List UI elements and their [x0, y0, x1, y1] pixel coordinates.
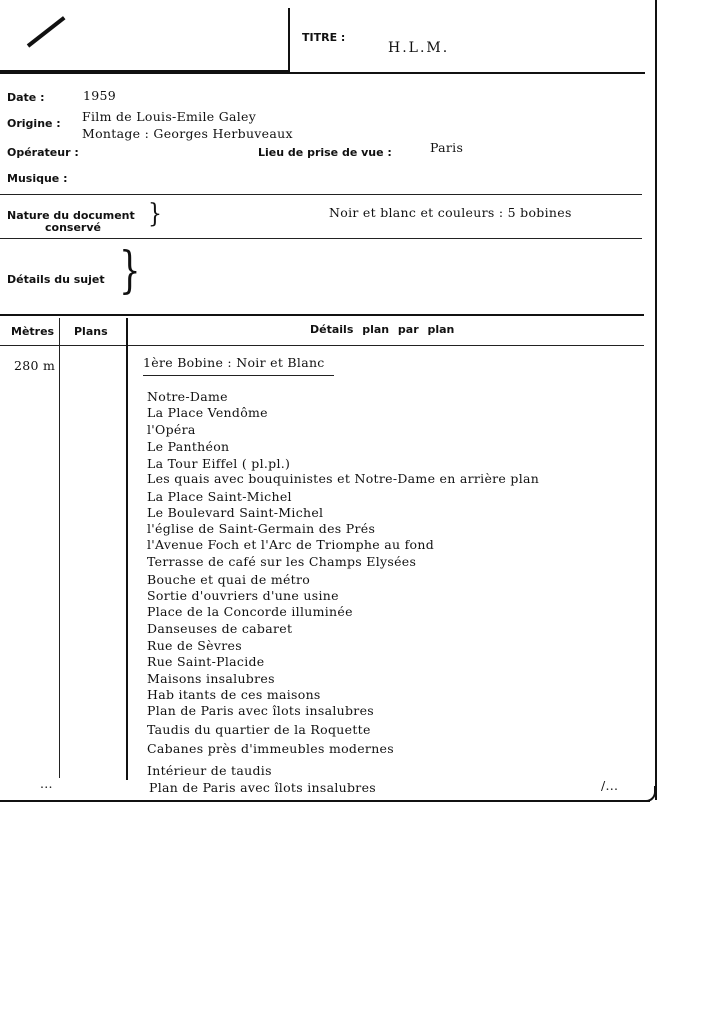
plan-item: l'Opéra: [147, 422, 196, 437]
col-metres-header: Mètres: [11, 325, 55, 338]
lieu-label: Lieu de prise de vue :: [258, 146, 392, 159]
title-box: [0, 8, 290, 72]
plan-item: La Tour Eiffel ( pl.pl.): [147, 456, 291, 471]
plan-item: l'Avenue Foch et l'Arc de Triomphe au fond: [147, 537, 434, 552]
table-header-rule: [0, 345, 644, 346]
bobine-heading: 1ère Bobine : Noir et Blanc: [143, 355, 325, 370]
lieu-value: Paris: [430, 140, 464, 155]
table-top-rule: [0, 314, 644, 316]
metres-value: 280 m: [14, 358, 56, 373]
card-bottom-border: [0, 800, 650, 802]
plan-item: Intérieur de taudis: [147, 763, 272, 778]
plan-item: Danseuses de cabaret: [147, 621, 293, 636]
plan-item: La Place Saint-Michel: [147, 489, 292, 504]
col-details-header: Détails plan par plan: [310, 323, 455, 336]
nature-label-2: conservé: [45, 221, 101, 234]
date-label: Date :: [7, 91, 45, 104]
sujet-brace: }: [119, 242, 141, 300]
header-rule: [0, 72, 645, 74]
plan-item: Bouche et quai de métro: [147, 572, 311, 587]
plan-item: Notre-Dame: [147, 389, 228, 404]
bobine-underline: [143, 375, 334, 376]
nature-label-1: Nature du document: [7, 209, 135, 222]
origine-label: Origine :: [7, 117, 61, 130]
rule-nature-bottom: [0, 238, 642, 239]
titre-value: H.L.M.: [388, 40, 450, 56]
nature-brace: }: [148, 199, 162, 230]
col-plans-header: Plans: [74, 325, 108, 338]
plan-item: Sortie d'ouvriers d'une usine: [147, 588, 339, 603]
plan-item: Place de la Concorde illuminée: [147, 604, 353, 619]
plan-item: La Place Vendôme: [147, 405, 268, 420]
titre-label: TITRE :: [302, 31, 346, 44]
right-border: [655, 0, 657, 800]
plan-item: Plan de Paris avec îlots insalubres: [147, 703, 374, 718]
plan-item: Taudis du quartier de la Roquette: [147, 722, 371, 737]
rule-nature-top: [0, 194, 642, 195]
plan-item: l'église de Saint-Germain des Prés: [147, 521, 376, 536]
plan-item: Les quais avec bouquinistes et Notre-Dame en arrière plan: [147, 471, 540, 486]
origine-line1: Film de Louis-Emile Galey: [82, 109, 257, 124]
operateur-label: Opérateur :: [7, 146, 79, 159]
card-corner: [640, 786, 656, 802]
plan-item: Rue Saint-Placide: [147, 654, 265, 669]
plan-item: Maisons insalubres: [147, 671, 275, 686]
plan-item: Cabanes près d'immeubles modernes: [147, 741, 394, 756]
plan-item: Terrasse de café sur les Champs Elysées: [147, 554, 417, 569]
col-divider-2: [126, 318, 128, 780]
col-divider-1: [59, 318, 60, 778]
plan-item: Hab itants de ces maisons: [147, 687, 321, 702]
nature-value: Noir et blanc et couleurs : 5 bobines: [329, 205, 572, 220]
plan-item: Plan de Paris avec îlots insalubres: [149, 780, 376, 795]
details-sujet-label: Détails du sujet: [7, 273, 105, 286]
date-value: 1959: [83, 88, 117, 103]
continuation-right: /...: [601, 778, 619, 793]
plan-item: Le Boulevard Saint-Michel: [147, 505, 324, 520]
plan-item: Le Panthéon: [147, 439, 230, 454]
continuation-left: ...: [40, 776, 53, 791]
musique-label: Musique :: [7, 172, 68, 185]
plan-item: Rue de Sèvres: [147, 638, 242, 653]
origine-line2: Montage : Georges Herbuveaux: [82, 126, 293, 141]
